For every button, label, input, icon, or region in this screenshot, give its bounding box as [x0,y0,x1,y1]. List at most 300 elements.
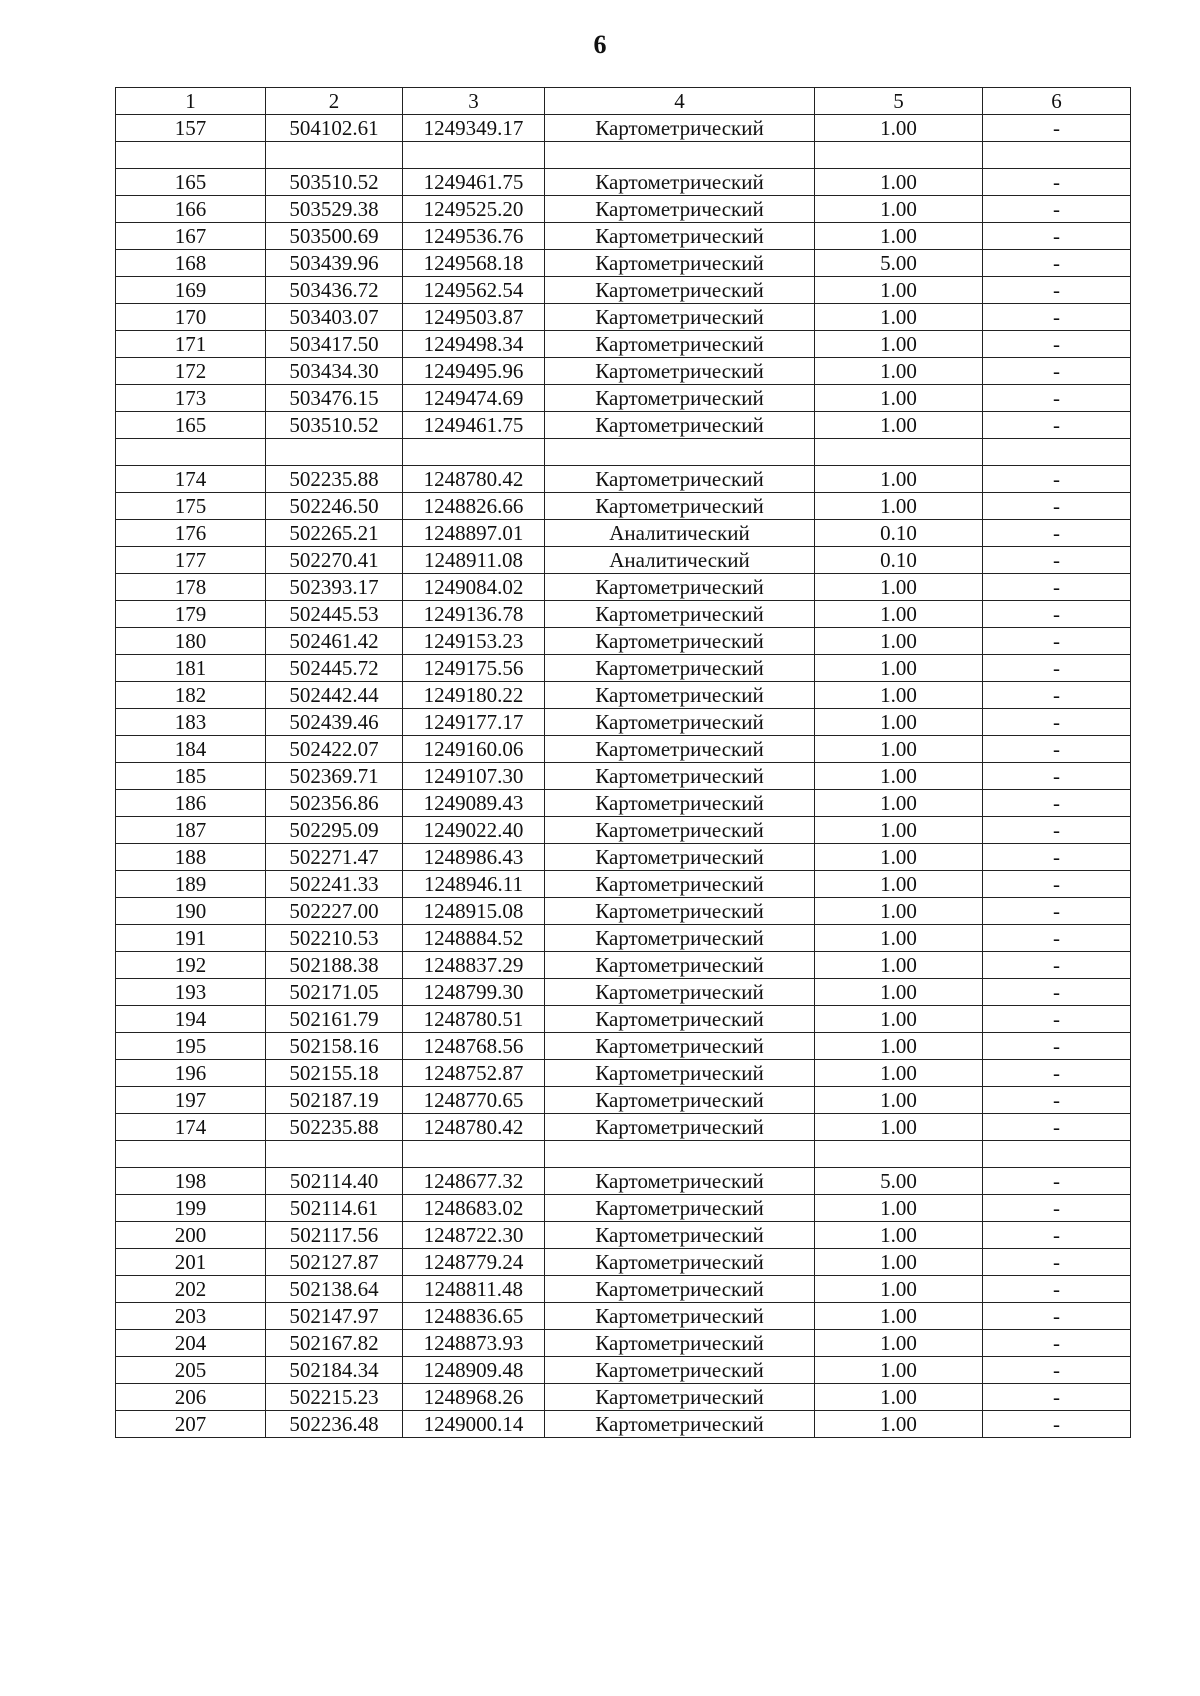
table-cell: 1.00 [815,844,983,871]
table-row [116,601,1131,628]
table-row [116,1276,1131,1303]
table-cell: Картометрический [545,1357,815,1384]
table-row [116,1195,1131,1222]
table-cell: 182 [116,682,266,709]
table-cell: Картометрический [545,1276,815,1303]
table-cell: 502114.40 [266,1168,403,1195]
table-cell: 165 [116,412,266,439]
table-cell: Картометрический [545,682,815,709]
table-cell: 1249084.02 [403,574,545,601]
table-cell: Картометрический [545,736,815,763]
table-cell: 502158.16 [266,1033,403,1060]
table-cell: 190 [116,898,266,925]
table-cell: 1.00 [815,898,983,925]
table-cell: Картометрический [545,1168,815,1195]
table-cell: - [983,1006,1131,1033]
table-cell: 1.00 [815,871,983,898]
table-cell [116,142,266,169]
table-cell: 1.00 [815,763,983,790]
table-row [116,736,1131,763]
table-cell: 1248780.51 [403,1006,545,1033]
table-cell: - [983,1384,1131,1411]
table-cell: 502155.18 [266,1060,403,1087]
table-cell [266,1141,403,1168]
table-cell [545,439,815,466]
table-cell: 1248799.30 [403,979,545,1006]
table-cell: 167 [116,223,266,250]
table-cell: Картометрический [545,871,815,898]
table-cell [815,142,983,169]
table-row [116,547,1131,574]
table-row [116,1060,1131,1087]
table-cell [815,439,983,466]
table-row [116,1357,1131,1384]
table-cell: 1.00 [815,412,983,439]
table-cell: 0.10 [815,520,983,547]
table-cell: 502167.82 [266,1330,403,1357]
table-cell: Картометрический [545,898,815,925]
table-row [116,358,1131,385]
table-cell: 503510.52 [266,169,403,196]
table-row [116,952,1131,979]
table-cell: 176 [116,520,266,547]
table-cell: Картометрический [545,385,815,412]
table-cell: 502356.86 [266,790,403,817]
table-cell: - [983,520,1131,547]
header-cell: 1 [116,88,266,115]
table-cell: - [983,1195,1131,1222]
table-cell: 1248837.29 [403,952,545,979]
table-cell: 1248897.01 [403,520,545,547]
table-cell: 1248768.56 [403,1033,545,1060]
table-cell [545,1141,815,1168]
table-cell: 1248836.65 [403,1303,545,1330]
table-cell: 197 [116,1087,266,1114]
table-cell: 1.00 [815,1195,983,1222]
table-cell: - [983,1033,1131,1060]
table-cell: Аналитический [545,547,815,574]
table-cell: - [983,898,1131,925]
table-cell: Картометрический [545,412,815,439]
table-cell: Картометрический [545,628,815,655]
table-cell: - [983,628,1131,655]
table-row [116,1141,1131,1168]
table-cell: 1249525.20 [403,196,545,223]
table-cell: 1248779.24 [403,1249,545,1276]
table-cell: 1.00 [815,1060,983,1087]
table-cell: 1249562.54 [403,277,545,304]
table-cell: 0.10 [815,547,983,574]
table-cell: 204 [116,1330,266,1357]
table-cell: 502161.79 [266,1006,403,1033]
table-cell: 172 [116,358,266,385]
table-cell: 1249474.69 [403,385,545,412]
header-cell: 2 [266,88,403,115]
table-cell [266,439,403,466]
table-cell: 502271.47 [266,844,403,871]
table-cell: 1.00 [815,736,983,763]
table-body [116,88,1131,1438]
table-cell: 200 [116,1222,266,1249]
table-cell: Картометрический [545,817,815,844]
table-cell: 1249153.23 [403,628,545,655]
table-cell: 1.00 [815,628,983,655]
table-cell: 502210.53 [266,925,403,952]
table-cell: Картометрический [545,304,815,331]
table-cell: 1.00 [815,1087,983,1114]
table-row [116,169,1131,196]
table-cell: 502270.41 [266,547,403,574]
table-row [116,1087,1131,1114]
table-cell: Картометрический [545,1222,815,1249]
table-cell: - [983,1276,1131,1303]
table-cell: 174 [116,466,266,493]
table-row [116,898,1131,925]
table-cell: - [983,844,1131,871]
table-row [116,1033,1131,1060]
table-row [116,1114,1131,1141]
table-cell: 1.00 [815,574,983,601]
header-cell: 3 [403,88,545,115]
table-cell: 184 [116,736,266,763]
table-cell: 196 [116,1060,266,1087]
table-row [116,115,1131,142]
table-cell: 192 [116,952,266,979]
table-cell: 189 [116,871,266,898]
table-cell: Картометрический [545,493,815,520]
table-cell: 502461.42 [266,628,403,655]
table-cell: 1.00 [815,169,983,196]
table-cell: 1.00 [815,223,983,250]
table-cell: 502215.23 [266,1384,403,1411]
table-cell: 1.00 [815,1330,983,1357]
table-cell: 5.00 [815,250,983,277]
table-row [116,277,1131,304]
table-row [116,925,1131,952]
table-cell: 502127.87 [266,1249,403,1276]
table-cell: 1.00 [815,1006,983,1033]
table-cell: - [983,1168,1131,1195]
table-row [116,520,1131,547]
table-row [116,1384,1131,1411]
table-cell: 1.00 [815,790,983,817]
table-cell: 502187.19 [266,1087,403,1114]
coordinates-table [115,87,1131,1438]
table-cell: - [983,412,1131,439]
table-cell: 502422.07 [266,736,403,763]
table-cell: 5.00 [815,1168,983,1195]
table-cell: 503417.50 [266,331,403,358]
header-cell: 6 [983,88,1131,115]
table-cell: Картометрический [545,709,815,736]
table-cell [983,439,1131,466]
table-cell: - [983,466,1131,493]
table-cell: 1.00 [815,655,983,682]
table-cell: - [983,925,1131,952]
table-cell: - [983,1249,1131,1276]
table-cell: 188 [116,844,266,871]
table-cell: 1.00 [815,358,983,385]
table-cell: Картометрический [545,601,815,628]
table-cell: - [983,574,1131,601]
table-cell: - [983,1087,1131,1114]
table-cell: 1248873.93 [403,1330,545,1357]
table-cell: - [983,493,1131,520]
table-cell: Картометрический [545,466,815,493]
table-cell: - [983,1222,1131,1249]
table-cell: 1.00 [815,385,983,412]
table-cell: 1.00 [815,277,983,304]
table-cell: 157 [116,115,266,142]
table-row [116,1168,1131,1195]
table-row [116,196,1131,223]
table-row [116,439,1131,466]
table-cell: - [983,277,1131,304]
table-cell [983,142,1131,169]
table-cell: Картометрический [545,952,815,979]
table-cell: 1249136.78 [403,601,545,628]
table-cell: 1249568.18 [403,250,545,277]
table-cell: 186 [116,790,266,817]
table-row [116,844,1131,871]
table-cell: 1.00 [815,1303,983,1330]
table-cell: 201 [116,1249,266,1276]
table-row [116,655,1131,682]
table-cell: Картометрический [545,1411,815,1438]
table-row [116,466,1131,493]
table-row [116,223,1131,250]
table-cell: 170 [116,304,266,331]
table-cell: 1249000.14 [403,1411,545,1438]
table-cell: - [983,790,1131,817]
table-cell: 1249022.40 [403,817,545,844]
table-cell: 1.00 [815,709,983,736]
table-cell: 1249503.87 [403,304,545,331]
table-cell [116,439,266,466]
table-cell: Картометрический [545,925,815,952]
table-cell: 1.00 [815,1357,983,1384]
table-cell: 502171.05 [266,979,403,1006]
table-row [116,871,1131,898]
table-cell: - [983,736,1131,763]
table-cell: 502369.71 [266,763,403,790]
page-number: 6 [593,30,607,59]
table-cell: 198 [116,1168,266,1195]
table-row [116,1330,1131,1357]
table-cell: 1.00 [815,1276,983,1303]
table-cell: - [983,1060,1131,1087]
table-cell: - [983,385,1131,412]
table-cell: 168 [116,250,266,277]
table-cell: 181 [116,655,266,682]
table-cell: 502442.44 [266,682,403,709]
table-cell: - [983,304,1131,331]
table-cell: - [983,1303,1131,1330]
table-cell: 1248722.30 [403,1222,545,1249]
table-cell: - [983,223,1131,250]
table-cell: - [983,655,1131,682]
table-header-row [116,88,1131,115]
table-cell: 1249495.96 [403,358,545,385]
table-cell: 502117.56 [266,1222,403,1249]
table-cell: 194 [116,1006,266,1033]
table-cell: Картометрический [545,979,815,1006]
table-cell: 1.00 [815,115,983,142]
table-cell: 502295.09 [266,817,403,844]
table-cell: 503436.72 [266,277,403,304]
table-cell: Картометрический [545,358,815,385]
header-cell: 5 [815,88,983,115]
table-cell: 503476.15 [266,385,403,412]
table-cell: - [983,709,1131,736]
table-cell: 1248677.32 [403,1168,545,1195]
table-row [116,979,1131,1006]
table-cell: 1248884.52 [403,925,545,952]
table-cell: - [983,331,1131,358]
table-cell: 502147.97 [266,1303,403,1330]
table-cell: 185 [116,763,266,790]
table-row [116,1249,1131,1276]
table-cell: 1249536.76 [403,223,545,250]
table-cell: 1248968.26 [403,1384,545,1411]
table-cell: - [983,250,1131,277]
table-cell: - [983,115,1131,142]
table-cell: - [983,1114,1131,1141]
table-cell: 503403.07 [266,304,403,331]
table-cell: 171 [116,331,266,358]
table-cell: 502235.88 [266,1114,403,1141]
table-cell: 1.00 [815,1384,983,1411]
table-cell: Картометрический [545,196,815,223]
table-cell: Картометрический [545,1195,815,1222]
table-cell: 1248909.48 [403,1357,545,1384]
table-cell [983,1141,1131,1168]
table-cell: Картометрический [545,574,815,601]
table-cell: - [983,547,1131,574]
table-cell: 502445.53 [266,601,403,628]
table-cell: - [983,358,1131,385]
table-cell: 502114.61 [266,1195,403,1222]
table-cell: - [983,817,1131,844]
table-cell: Картометрический [545,169,815,196]
table-cell: 1.00 [815,601,983,628]
table-cell: 1.00 [815,1033,983,1060]
table-cell [116,1141,266,1168]
table-row [116,628,1131,655]
table-cell: Картометрический [545,1114,815,1141]
table-cell: 207 [116,1411,266,1438]
table-cell: 503500.69 [266,223,403,250]
table-cell: 1.00 [815,817,983,844]
table-cell: Картометрический [545,790,815,817]
table-cell [815,1141,983,1168]
table-cell: 1248683.02 [403,1195,545,1222]
table-cell: 1248752.87 [403,1060,545,1087]
table-cell: 1.00 [815,1411,983,1438]
table-cell: 180 [116,628,266,655]
table-row [116,331,1131,358]
table-row [116,142,1131,169]
table-cell: Картометрический [545,844,815,871]
table-cell: Картометрический [545,1006,815,1033]
table-cell: 502227.00 [266,898,403,925]
table-cell: - [983,1330,1131,1357]
table-cell [266,142,403,169]
table-cell: 504102.61 [266,115,403,142]
table-cell: 503510.52 [266,412,403,439]
table-cell: 502138.64 [266,1276,403,1303]
table-cell: Аналитический [545,520,815,547]
table-cell: 1.00 [815,493,983,520]
table-cell [403,439,545,466]
table-cell: 187 [116,817,266,844]
table-cell: 1.00 [815,952,983,979]
table-cell: Картометрический [545,277,815,304]
table-cell: 1249107.30 [403,763,545,790]
table-cell: 174 [116,1114,266,1141]
table-cell: 195 [116,1033,266,1060]
table-cell: 202 [116,1276,266,1303]
table-cell: 206 [116,1384,266,1411]
table-cell: 179 [116,601,266,628]
table-cell: 1.00 [815,979,983,1006]
table-cell: 1249177.17 [403,709,545,736]
table-cell: - [983,601,1131,628]
table-row [116,709,1131,736]
table-cell: Картометрический [545,1303,815,1330]
table-cell: - [983,196,1131,223]
table-cell: 1249349.17 [403,115,545,142]
table-cell: Картометрический [545,1330,815,1357]
table-cell: Картометрический [545,655,815,682]
table-cell: 502393.17 [266,574,403,601]
table-cell: 1248911.08 [403,547,545,574]
table-cell: Картометрический [545,1384,815,1411]
table-row [116,493,1131,520]
table-cell: 502184.34 [266,1357,403,1384]
table-cell: - [983,871,1131,898]
table-cell: Картометрический [545,331,815,358]
table-cell: 502236.48 [266,1411,403,1438]
table-cell: 177 [116,547,266,574]
table-row [116,763,1131,790]
table-cell: 503434.30 [266,358,403,385]
table-cell: 1249461.75 [403,169,545,196]
table-row [116,817,1131,844]
table-cell: 1248946.11 [403,871,545,898]
table-cell: Картометрический [545,250,815,277]
table-cell: - [983,952,1131,979]
table-row [116,385,1131,412]
table-cell: 205 [116,1357,266,1384]
table-cell: 1.00 [815,1222,983,1249]
table-cell: - [983,682,1131,709]
table-cell: 173 [116,385,266,412]
table-cell: 203 [116,1303,266,1330]
table-cell: 502241.33 [266,871,403,898]
table-cell: 1.00 [815,682,983,709]
table-cell: 1.00 [815,196,983,223]
table-cell: - [983,763,1131,790]
table-cell: 1248986.43 [403,844,545,871]
table-row [116,250,1131,277]
table-cell: - [983,1357,1131,1384]
table-cell: 178 [116,574,266,601]
table-row [116,412,1131,439]
table-cell: - [983,169,1131,196]
table-cell: 175 [116,493,266,520]
table-cell: 1248770.65 [403,1087,545,1114]
